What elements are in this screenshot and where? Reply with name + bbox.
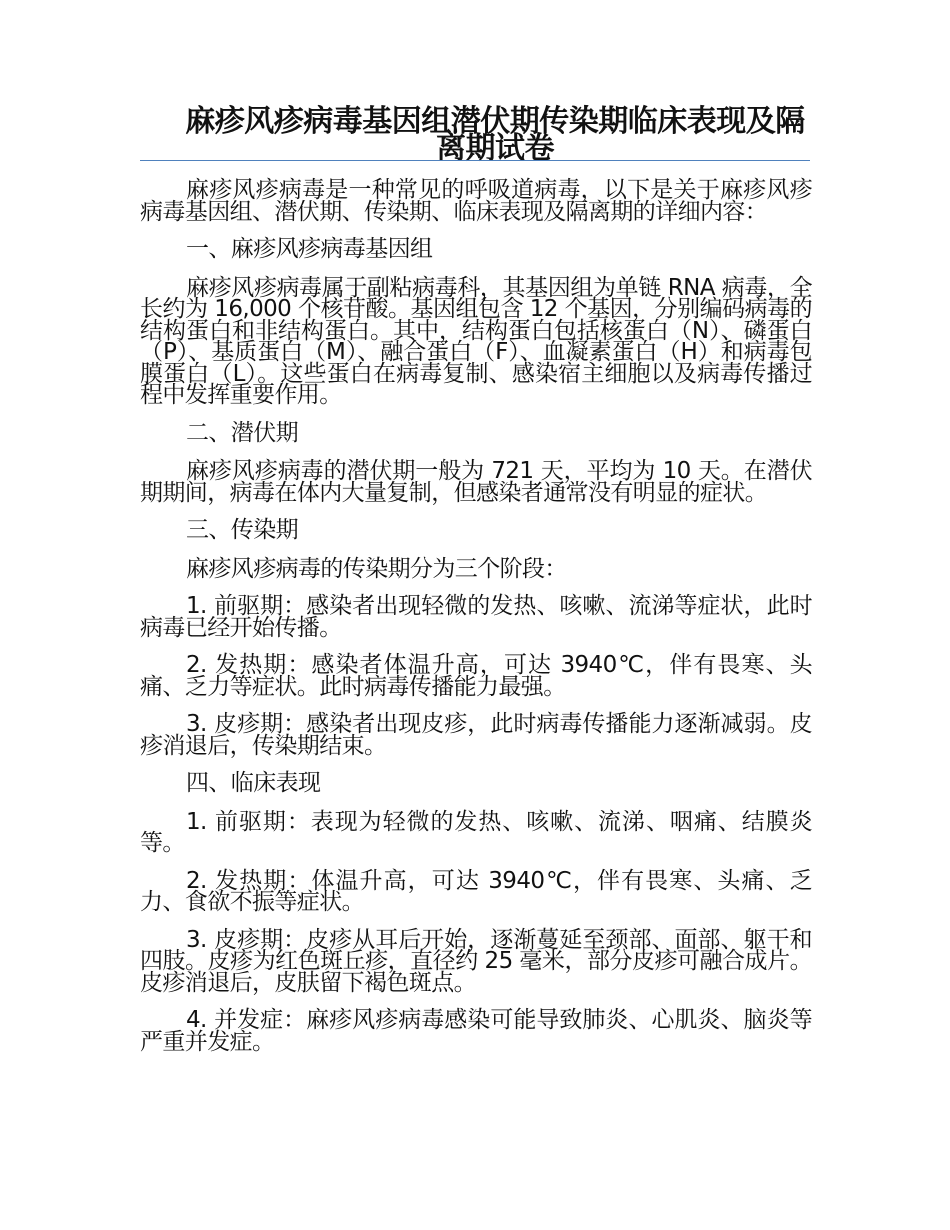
contagious-intro-paragraph: 麻疹风疹病毒的传染期分为三个阶段：: [186, 555, 567, 582]
clinical-item: 2. 发热期：体温升高，可达 3940℃，伴有畏寒、头痛、乏力、食欲不振等症状。: [140, 867, 812, 915]
section-heading-genome: 一、麻疹风疹病毒基因组: [186, 236, 433, 262]
clinical-item: 3. 皮疹期：皮疹从耳后开始，逐渐蔓延至颈部、面部、躯干和四肢。皮疹为红色斑丘疹，直径约 25 毫米，部分皮疹可融合成片。皮疹消退后，皮肤留下褐色斑点。: [140, 926, 812, 996]
title-block: [140, 104, 810, 166]
contagious-stage-item: 2. 发热期：感染者体温升高，可达 3940℃，伴有畏寒、头痛、乏力等症状。此时病毒传播能力最强。: [140, 652, 812, 700]
document-title: 麻疹风疹病毒基因组潜伏期传染期临床表现及隔离期试卷: [185, 104, 805, 166]
clinical-item: 4. 并发症：麻疹风疹病毒感染可能导致肺炎、心肌炎、脑炎等严重并发症。: [140, 1007, 812, 1055]
incubation-paragraph: 麻疹风疹病毒的潜伏期一般为 721 天，平均为 10 天。在潜伏期期间，病毒在体内大量复制，但感染者通常没有明显的症状。: [140, 458, 812, 506]
section-heading-clinical: 四、临床表现: [186, 770, 321, 796]
title-underline: [140, 160, 810, 161]
genome-paragraph: 麻疹风疹病毒属于副粘病毒科，其基因组为单链 RNA 病毒，全长约为 16,000 个核苷酸。基因组包含 12 个基因，分别编码病毒的结构蛋白和非结构蛋白。其中，结构蛋白包括核蛋白（N）、磷蛋白（P）、基质蛋白（M）、融合蛋白（F）、血凝素蛋白（H）和病毒包膜蛋白（L）。这些蛋白在病毒复制、感染宿主细胞以及病毒传播过程中发挥重要作用。: [140, 274, 812, 408]
section-heading-contagious: 三、传染期: [186, 517, 299, 543]
intro-paragraph: 麻疹风疹病毒是一种常见的呼吸道病毒，以下是关于麻疹风疹病毒基因组、潜伏期、传染期、临床表现及隔离期的详细内容：: [140, 177, 812, 225]
clinical-item: 1. 前驱期：表现为轻微的发热、咳嗽、流涕、咽痛、结膜炎等。: [140, 808, 812, 856]
document-body: [140, 177, 812, 1069]
contagious-stage-item: 1. 前驱期：感染者出现轻微的发热、咳嗽、流涕等症状，此时病毒已经开始传播。: [140, 593, 812, 641]
contagious-stage-item: 3. 皮疹期：感染者出现皮疹，此时病毒传播能力逐渐减弱。皮疹消退后，传染期结束。: [140, 711, 812, 759]
section-heading-incubation: 二、潜伏期: [186, 419, 299, 446]
